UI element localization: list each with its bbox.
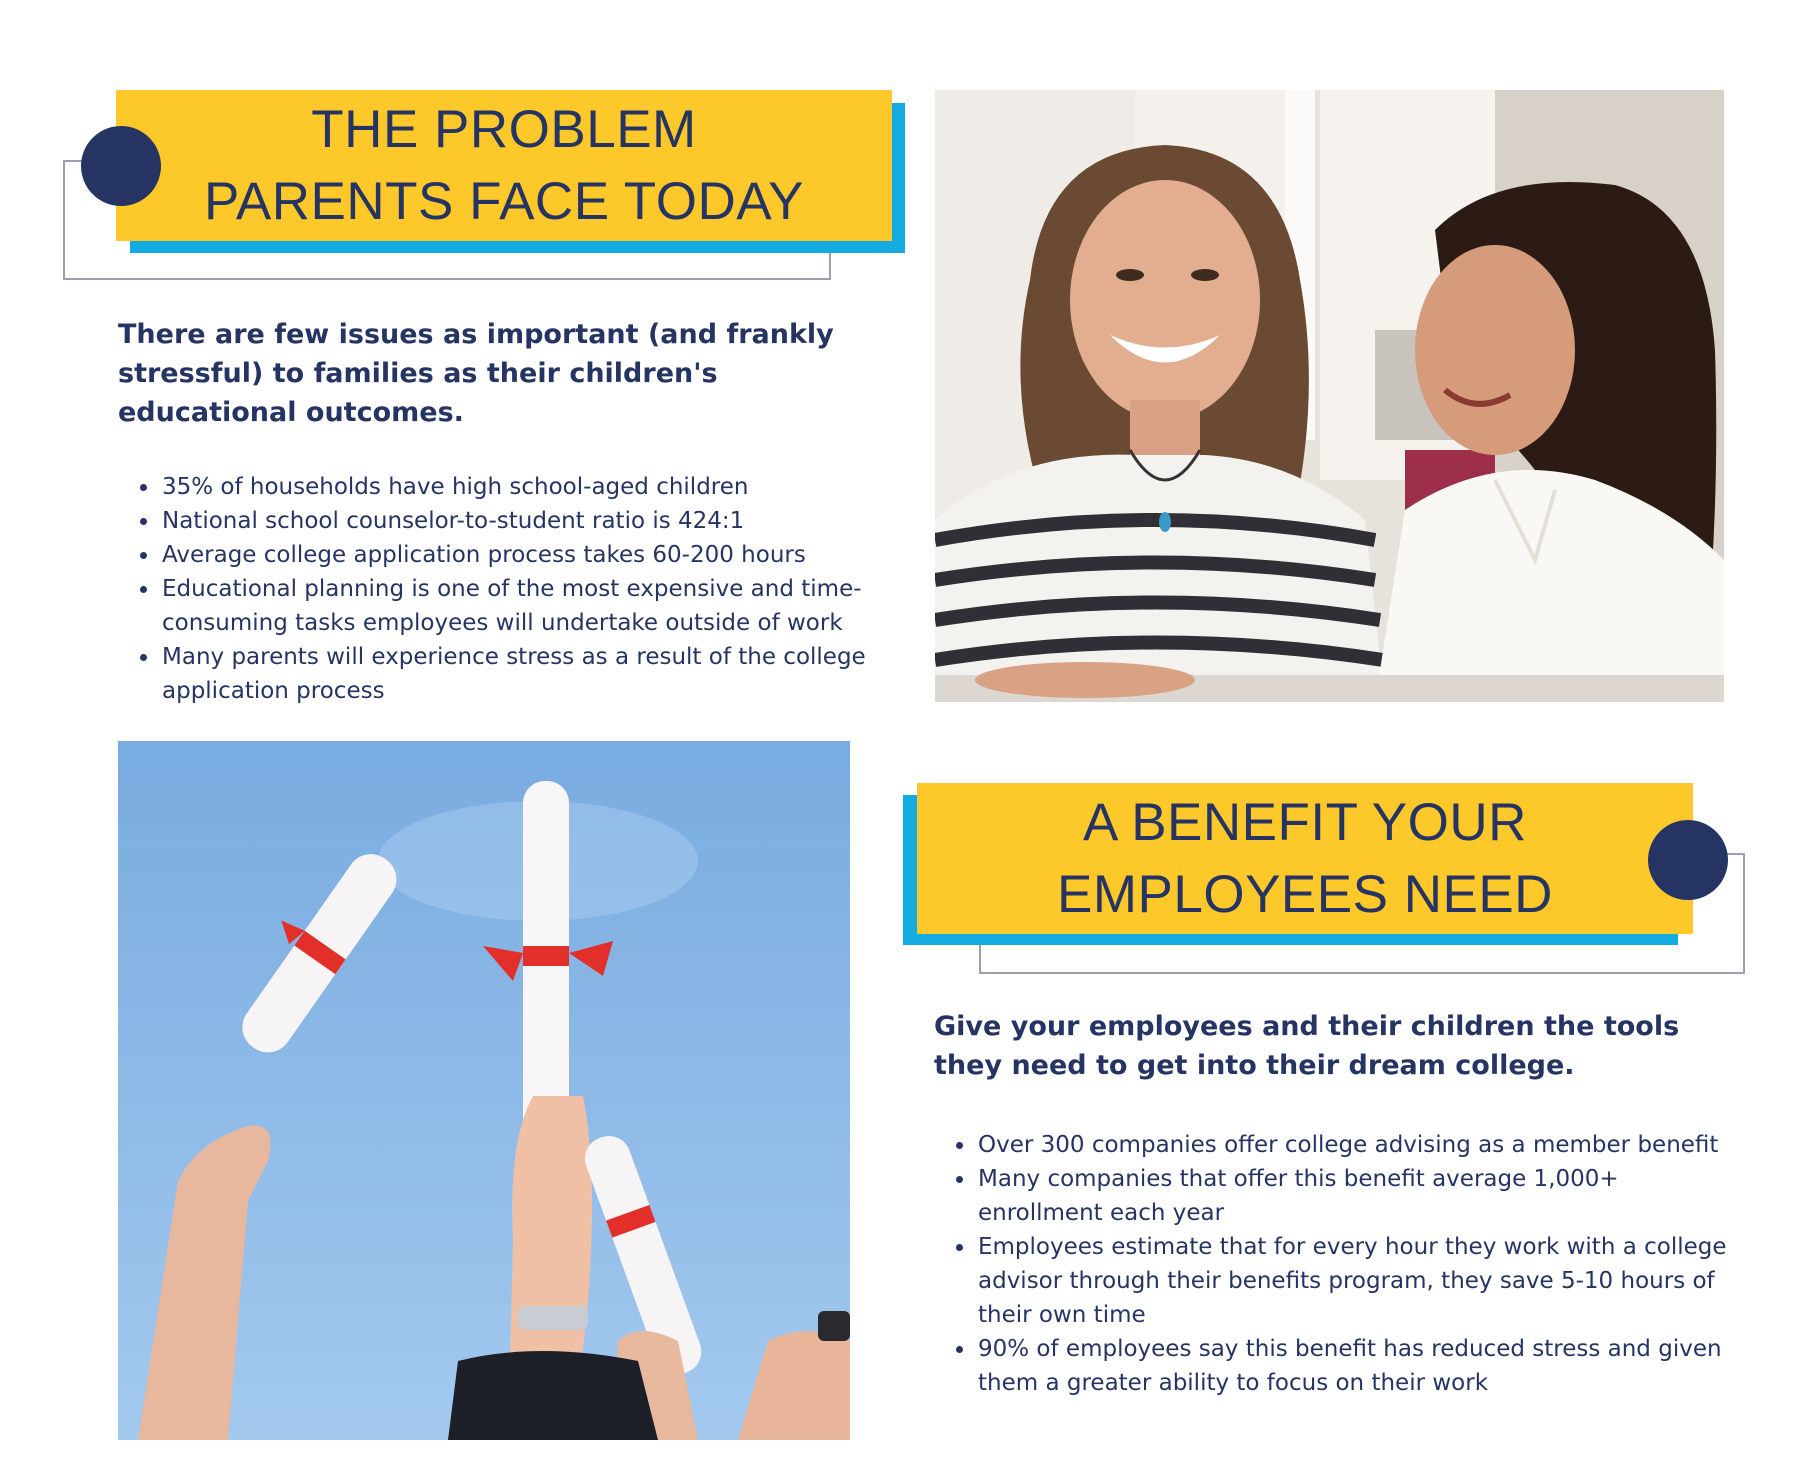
list-item: • Average college application process takes 60-200 hours bbox=[160, 538, 890, 572]
raised-diplomas-photo bbox=[118, 741, 850, 1440]
heading-1-bar bbox=[116, 90, 892, 241]
list-item: • 90% of employees say this benefit has reduced stress and given them a greater ability to focus on their work bbox=[976, 1332, 1741, 1400]
heading-1-line-1: THE PROBLEM bbox=[311, 99, 697, 159]
photo-illustration bbox=[935, 90, 1724, 702]
list-item: • Many parents will experience stress as a result of the college application process bbox=[160, 640, 890, 708]
list-item: • Many companies that offer this benefit average 1,000+ enrollment each year bbox=[976, 1162, 1741, 1230]
heading-1-line-2: PARENTS FACE TODAY bbox=[204, 171, 804, 231]
heading-2-line-1: A BENEFIT YOUR bbox=[1083, 792, 1527, 852]
section-1-bullet-list bbox=[120, 470, 890, 708]
section-2-lead: Give your employees and their children the tools they need to get into their dream college. bbox=[934, 1011, 1680, 1081]
heading-1-dot bbox=[81, 126, 161, 206]
smiling-teen-and-mother-photo bbox=[935, 90, 1724, 702]
list-item: • Over 300 companies offer college advising as a member benefit bbox=[976, 1128, 1741, 1162]
heading-2-dot bbox=[1648, 820, 1728, 900]
list-item: • Educational planning is one of the most expensive and time-consuming tasks employees will undertake outside of work bbox=[160, 572, 890, 640]
list-item: • Employees estimate that for every hour they work with a college advisor through their benefits program, they save 5-10 hours of their own time bbox=[976, 1230, 1741, 1332]
list-item: • National school counselor-to-student ratio is 424:1 bbox=[160, 504, 890, 538]
section-2-bullet-list bbox=[936, 1128, 1741, 1400]
list-item: • 35% of households have high school-aged children bbox=[160, 470, 890, 504]
photo-illustration bbox=[118, 741, 850, 1440]
heading-2-line-2: EMPLOYEES NEED bbox=[1057, 864, 1553, 924]
heading-2-bar bbox=[917, 783, 1693, 934]
section-1-lead: There are few issues as important (and frankly stressful) to families as their children's educational outcomes. bbox=[118, 319, 834, 428]
